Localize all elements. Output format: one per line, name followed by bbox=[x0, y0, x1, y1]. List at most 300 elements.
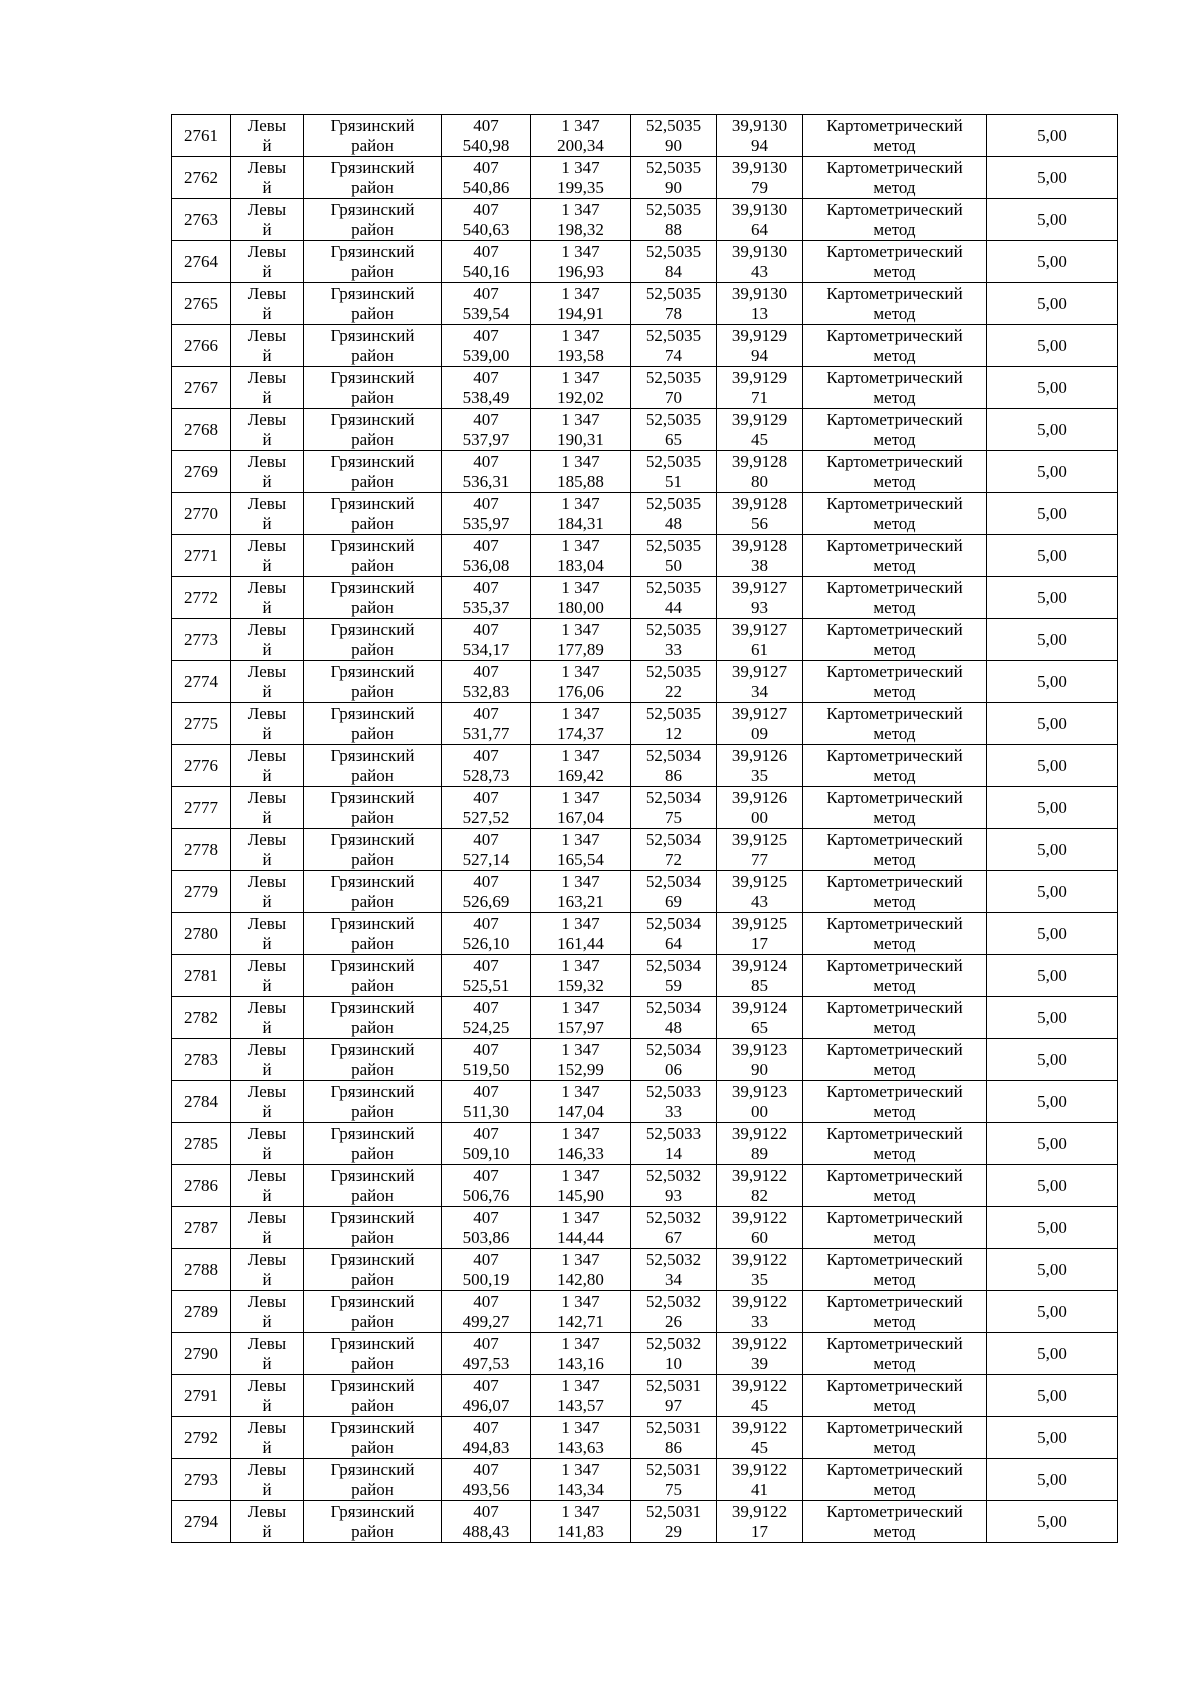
method-cell-line: метод bbox=[873, 975, 916, 995]
y-coordinate-cell bbox=[531, 493, 631, 535]
y-coordinate-cell-line: 143,34 bbox=[557, 1479, 604, 1499]
accuracy-cell: 5,00 bbox=[987, 1375, 1118, 1417]
method-cell-line: метод bbox=[873, 387, 916, 407]
longitude-cell-line: 85 bbox=[751, 975, 768, 995]
district-cell bbox=[304, 1207, 442, 1249]
method-cell-line: метод bbox=[873, 807, 916, 827]
longitude-cell-line: 00 bbox=[751, 807, 768, 827]
method-cell-line: метод bbox=[873, 471, 916, 491]
longitude-cell bbox=[717, 913, 803, 955]
bank-side-cell bbox=[231, 1333, 304, 1375]
latitude-cell-line: 72 bbox=[665, 849, 682, 869]
y-coordinate-cell-line: 1 347 bbox=[561, 703, 600, 723]
y-coordinate-cell-line: 1 347 bbox=[561, 1459, 600, 1479]
method-cell-line: Картометрический bbox=[826, 1501, 963, 1521]
district-cell-line: Грязинский bbox=[330, 409, 415, 429]
method-cell bbox=[803, 913, 987, 955]
district-cell-line: район bbox=[351, 891, 394, 911]
y-coordinate-cell bbox=[531, 535, 631, 577]
longitude-cell-line: 39,9127 bbox=[731, 661, 788, 681]
y-coordinate-cell-line: 143,63 bbox=[557, 1437, 604, 1457]
point-number-cell: 2787 bbox=[172, 1207, 231, 1249]
bank-side-cell bbox=[231, 535, 304, 577]
method-cell bbox=[803, 241, 987, 283]
coordinates-table bbox=[171, 114, 1118, 1543]
y-coordinate-cell-line: 198,32 bbox=[557, 219, 604, 239]
latitude-cell bbox=[631, 913, 717, 955]
latitude-cell-line: 52,5035 bbox=[645, 283, 702, 303]
district-cell-line: Грязинский bbox=[330, 619, 415, 639]
y-coordinate-cell-line: 1 347 bbox=[561, 1165, 600, 1185]
longitude-cell-line: 39,9130 bbox=[731, 199, 788, 219]
point-number-cell: 2767 bbox=[172, 367, 231, 409]
longitude-cell-line: 39,9130 bbox=[731, 241, 788, 261]
method-cell-line: Картометрический bbox=[826, 199, 963, 219]
latitude-cell-line: 52,5034 bbox=[645, 787, 702, 807]
accuracy-cell: 5,00 bbox=[987, 535, 1118, 577]
x-coordinate-cell bbox=[442, 535, 531, 577]
y-coordinate-cell-line: 143,16 bbox=[557, 1353, 604, 1373]
district-cell bbox=[304, 409, 442, 451]
latitude-cell-line: 52,5035 bbox=[645, 241, 702, 261]
bank-side-cell-line: Левы bbox=[247, 1333, 287, 1353]
y-coordinate-cell-line: 1 347 bbox=[561, 493, 600, 513]
method-cell bbox=[803, 661, 987, 703]
y-coordinate-cell-line: 174,37 bbox=[557, 723, 604, 743]
district-cell-line: Грязинский bbox=[330, 745, 415, 765]
method-cell-line: метод bbox=[873, 1269, 916, 1289]
bank-side-cell bbox=[231, 409, 304, 451]
x-coordinate-cell bbox=[442, 1039, 531, 1081]
method-cell-line: метод bbox=[873, 849, 916, 869]
bank-side-cell-line: Левы bbox=[247, 997, 287, 1017]
bank-side-cell bbox=[231, 955, 304, 997]
point-number-cell: 2791 bbox=[172, 1375, 231, 1417]
latitude-cell-line: 52,5035 bbox=[645, 367, 702, 387]
district-cell-line: район bbox=[351, 513, 394, 533]
district-cell-line: район bbox=[351, 1269, 394, 1289]
y-coordinate-cell-line: 169,42 bbox=[557, 765, 604, 785]
latitude-cell bbox=[631, 1501, 717, 1543]
x-coordinate-cell-line: 500,19 bbox=[462, 1269, 510, 1289]
y-coordinate-cell-line: 1 347 bbox=[561, 1417, 600, 1437]
longitude-cell-line: 39,9130 bbox=[731, 157, 788, 177]
y-coordinate-cell bbox=[531, 661, 631, 703]
y-coordinate-cell bbox=[531, 1039, 631, 1081]
bank-side-cell-line: Левы bbox=[247, 829, 287, 849]
x-coordinate-cell-line: 407 bbox=[473, 1207, 499, 1227]
longitude-cell-line: 39,9124 bbox=[731, 955, 788, 975]
latitude-cell-line: 67 bbox=[665, 1227, 682, 1247]
y-coordinate-cell-line: 185,88 bbox=[557, 471, 604, 491]
method-cell-line: Картометрический bbox=[826, 913, 963, 933]
method-cell-line: метод bbox=[873, 1101, 916, 1121]
method-cell-line: метод bbox=[873, 639, 916, 659]
method-cell-line: метод bbox=[873, 1143, 916, 1163]
longitude-cell-line: 45 bbox=[751, 1437, 768, 1457]
district-cell-line: район bbox=[351, 177, 394, 197]
method-cell-line: Картометрический bbox=[826, 871, 963, 891]
longitude-cell bbox=[717, 955, 803, 997]
x-coordinate-cell bbox=[442, 745, 531, 787]
method-cell bbox=[803, 115, 987, 157]
y-coordinate-cell-line: 1 347 bbox=[561, 787, 600, 807]
bank-side-cell-line: й bbox=[262, 1227, 272, 1247]
district-cell bbox=[304, 577, 442, 619]
point-number-cell: 2768 bbox=[172, 409, 231, 451]
latitude-cell bbox=[631, 1081, 717, 1123]
bank-side-cell-line: й bbox=[262, 639, 272, 659]
latitude-cell bbox=[631, 1249, 717, 1291]
longitude-cell-line: 35 bbox=[751, 765, 768, 785]
latitude-cell bbox=[631, 283, 717, 325]
x-coordinate-cell-line: 535,97 bbox=[462, 513, 510, 533]
latitude-cell bbox=[631, 619, 717, 661]
y-coordinate-cell bbox=[531, 1249, 631, 1291]
bank-side-cell-line: Левы bbox=[247, 1417, 287, 1437]
accuracy-cell: 5,00 bbox=[987, 157, 1118, 199]
latitude-cell bbox=[631, 1123, 717, 1165]
y-coordinate-cell bbox=[531, 409, 631, 451]
district-cell-line: район bbox=[351, 471, 394, 491]
table-row bbox=[172, 451, 1118, 493]
district-cell-line: Грязинский bbox=[330, 1375, 415, 1395]
district-cell-line: Грязинский bbox=[330, 1417, 415, 1437]
y-coordinate-cell-line: 1 347 bbox=[561, 409, 600, 429]
y-coordinate-cell bbox=[531, 787, 631, 829]
accuracy-cell: 5,00 bbox=[987, 1165, 1118, 1207]
y-coordinate-cell bbox=[531, 997, 631, 1039]
district-cell-line: район bbox=[351, 135, 394, 155]
bank-side-cell-line: й bbox=[262, 1143, 272, 1163]
x-coordinate-cell-line: 407 bbox=[473, 493, 499, 513]
bank-side-cell-line: й bbox=[262, 849, 272, 869]
longitude-cell-line: 39,9127 bbox=[731, 577, 788, 597]
x-coordinate-cell-line: 493,56 bbox=[462, 1479, 510, 1499]
bank-side-cell bbox=[231, 577, 304, 619]
method-cell-line: метод bbox=[873, 1353, 916, 1373]
point-number-cell: 2765 bbox=[172, 283, 231, 325]
method-cell bbox=[803, 1249, 987, 1291]
method-cell-line: метод bbox=[873, 681, 916, 701]
method-cell-line: метод bbox=[873, 1437, 916, 1457]
method-cell-line: Картометрический bbox=[826, 1417, 963, 1437]
method-cell bbox=[803, 1417, 987, 1459]
y-coordinate-cell-line: 142,80 bbox=[557, 1269, 604, 1289]
longitude-cell bbox=[717, 367, 803, 409]
method-cell bbox=[803, 955, 987, 997]
bank-side-cell bbox=[231, 745, 304, 787]
y-coordinate-cell-line: 146,33 bbox=[557, 1143, 604, 1163]
x-coordinate-cell bbox=[442, 283, 531, 325]
method-cell-line: Картометрический bbox=[826, 577, 963, 597]
method-cell-line: Картометрический bbox=[826, 115, 963, 135]
y-coordinate-cell bbox=[531, 1501, 631, 1543]
bank-side-cell bbox=[231, 1039, 304, 1081]
y-coordinate-cell-line: 152,99 bbox=[557, 1059, 604, 1079]
x-coordinate-cell-line: 407 bbox=[473, 1123, 499, 1143]
method-cell-line: метод bbox=[873, 1059, 916, 1079]
bank-side-cell-line: й bbox=[262, 1521, 272, 1541]
longitude-cell-line: 39,9125 bbox=[731, 829, 788, 849]
table-row bbox=[172, 367, 1118, 409]
latitude-cell bbox=[631, 451, 717, 493]
x-coordinate-cell bbox=[442, 913, 531, 955]
district-cell-line: район bbox=[351, 1479, 394, 1499]
method-cell bbox=[803, 1207, 987, 1249]
y-coordinate-cell-line: 183,04 bbox=[557, 555, 604, 575]
bank-side-cell-line: Левы bbox=[247, 451, 287, 471]
table-row bbox=[172, 745, 1118, 787]
x-coordinate-cell-line: 536,31 bbox=[462, 471, 510, 491]
longitude-cell-line: 09 bbox=[751, 723, 768, 743]
district-cell bbox=[304, 367, 442, 409]
bank-side-cell bbox=[231, 283, 304, 325]
y-coordinate-cell-line: 176,06 bbox=[557, 681, 604, 701]
table-row bbox=[172, 1207, 1118, 1249]
x-coordinate-cell-line: 407 bbox=[473, 325, 499, 345]
bank-side-cell bbox=[231, 619, 304, 661]
district-cell bbox=[304, 745, 442, 787]
y-coordinate-cell-line: 157,97 bbox=[557, 1017, 604, 1037]
x-coordinate-cell-line: 407 bbox=[473, 955, 499, 975]
point-number-cell: 2774 bbox=[172, 661, 231, 703]
y-coordinate-cell-line: 1 347 bbox=[561, 661, 600, 681]
latitude-cell-line: 48 bbox=[665, 1017, 682, 1037]
x-coordinate-cell bbox=[442, 577, 531, 619]
longitude-cell-line: 00 bbox=[751, 1101, 768, 1121]
longitude-cell-line: 35 bbox=[751, 1269, 768, 1289]
point-number-cell: 2781 bbox=[172, 955, 231, 997]
district-cell bbox=[304, 619, 442, 661]
point-number-cell: 2793 bbox=[172, 1459, 231, 1501]
longitude-cell-line: 65 bbox=[751, 1017, 768, 1037]
x-coordinate-cell-line: 534,17 bbox=[462, 639, 510, 659]
district-cell bbox=[304, 997, 442, 1039]
x-coordinate-cell bbox=[442, 1249, 531, 1291]
method-cell-line: Картометрический bbox=[826, 1249, 963, 1269]
longitude-cell-line: 94 bbox=[751, 345, 768, 365]
bank-side-cell-line: Левы bbox=[247, 1081, 287, 1101]
x-coordinate-cell-line: 407 bbox=[473, 1249, 499, 1269]
point-number-cell: 2766 bbox=[172, 325, 231, 367]
point-number-cell: 2779 bbox=[172, 871, 231, 913]
y-coordinate-cell bbox=[531, 955, 631, 997]
bank-side-cell-line: Левы bbox=[247, 787, 287, 807]
longitude-cell-line: 39,9130 bbox=[731, 283, 788, 303]
method-cell bbox=[803, 787, 987, 829]
latitude-cell-line: 52,5034 bbox=[645, 829, 702, 849]
x-coordinate-cell bbox=[442, 703, 531, 745]
y-coordinate-cell bbox=[531, 703, 631, 745]
bank-side-cell bbox=[231, 913, 304, 955]
district-cell bbox=[304, 871, 442, 913]
latitude-cell-line: 65 bbox=[665, 429, 682, 449]
latitude-cell-line: 33 bbox=[665, 639, 682, 659]
bank-side-cell-line: Левы bbox=[247, 871, 287, 891]
method-cell-line: Картометрический bbox=[826, 409, 963, 429]
district-cell-line: район bbox=[351, 933, 394, 953]
longitude-cell bbox=[717, 745, 803, 787]
method-cell bbox=[803, 997, 987, 1039]
longitude-cell-line: 39,9129 bbox=[731, 325, 788, 345]
accuracy-cell: 5,00 bbox=[987, 493, 1118, 535]
district-cell bbox=[304, 787, 442, 829]
district-cell-line: Грязинский bbox=[330, 283, 415, 303]
latitude-cell-line: 52,5032 bbox=[645, 1165, 702, 1185]
district-cell bbox=[304, 1375, 442, 1417]
x-coordinate-cell-line: 509,10 bbox=[462, 1143, 510, 1163]
method-cell bbox=[803, 283, 987, 325]
latitude-cell-line: 52,5034 bbox=[645, 745, 702, 765]
method-cell-line: Картометрический bbox=[826, 955, 963, 975]
latitude-cell-line: 52,5034 bbox=[645, 997, 702, 1017]
latitude-cell bbox=[631, 997, 717, 1039]
district-cell-line: район bbox=[351, 429, 394, 449]
x-coordinate-cell bbox=[442, 367, 531, 409]
bank-side-cell-line: й bbox=[262, 597, 272, 617]
x-coordinate-cell-line: 407 bbox=[473, 367, 499, 387]
x-coordinate-cell-line: 407 bbox=[473, 1417, 499, 1437]
y-coordinate-cell-line: 1 347 bbox=[561, 1249, 600, 1269]
latitude-cell-line: 52,5031 bbox=[645, 1501, 702, 1521]
point-number-cell: 2780 bbox=[172, 913, 231, 955]
bank-side-cell-line: й bbox=[262, 135, 272, 155]
accuracy-cell: 5,00 bbox=[987, 199, 1118, 241]
method-cell bbox=[803, 325, 987, 367]
district-cell-line: Грязинский bbox=[330, 199, 415, 219]
y-coordinate-cell-line: 1 347 bbox=[561, 871, 600, 891]
table-row bbox=[172, 1417, 1118, 1459]
point-number-cell: 2777 bbox=[172, 787, 231, 829]
method-cell-line: Картометрический bbox=[826, 1333, 963, 1353]
latitude-cell bbox=[631, 829, 717, 871]
y-coordinate-cell-line: 194,91 bbox=[557, 303, 604, 323]
method-cell bbox=[803, 1165, 987, 1207]
latitude-cell-line: 52,5035 bbox=[645, 661, 702, 681]
latitude-cell-line: 52,5033 bbox=[645, 1081, 702, 1101]
x-coordinate-cell-line: 407 bbox=[473, 1039, 499, 1059]
method-cell-line: Картометрический bbox=[826, 283, 963, 303]
latitude-cell bbox=[631, 1417, 717, 1459]
point-number-cell: 2762 bbox=[172, 157, 231, 199]
accuracy-cell: 5,00 bbox=[987, 1249, 1118, 1291]
latitude-cell-line: 06 bbox=[665, 1059, 682, 1079]
x-coordinate-cell bbox=[442, 451, 531, 493]
method-cell-line: Картометрический bbox=[826, 1165, 963, 1185]
y-coordinate-cell-line: 193,58 bbox=[557, 345, 604, 365]
method-cell bbox=[803, 577, 987, 619]
x-coordinate-cell-line: 407 bbox=[473, 1459, 499, 1479]
latitude-cell-line: 52,5034 bbox=[645, 913, 702, 933]
y-coordinate-cell bbox=[531, 1291, 631, 1333]
y-coordinate-cell-line: 1 347 bbox=[561, 157, 600, 177]
x-coordinate-cell bbox=[442, 1291, 531, 1333]
y-coordinate-cell bbox=[531, 619, 631, 661]
accuracy-cell: 5,00 bbox=[987, 1039, 1118, 1081]
latitude-cell bbox=[631, 1039, 717, 1081]
table-row bbox=[172, 1249, 1118, 1291]
y-coordinate-cell bbox=[531, 1417, 631, 1459]
bank-side-cell-line: Левы bbox=[247, 367, 287, 387]
district-cell-line: район bbox=[351, 765, 394, 785]
x-coordinate-cell-line: 407 bbox=[473, 913, 499, 933]
district-cell-line: район bbox=[351, 219, 394, 239]
district-cell bbox=[304, 955, 442, 997]
accuracy-cell: 5,00 bbox=[987, 1081, 1118, 1123]
method-cell bbox=[803, 619, 987, 661]
latitude-cell bbox=[631, 199, 717, 241]
accuracy-cell: 5,00 bbox=[987, 409, 1118, 451]
point-number-cell: 2769 bbox=[172, 451, 231, 493]
accuracy-cell: 5,00 bbox=[987, 913, 1118, 955]
x-coordinate-cell bbox=[442, 1333, 531, 1375]
longitude-cell-line: 39,9125 bbox=[731, 871, 788, 891]
method-cell-line: метод bbox=[873, 261, 916, 281]
latitude-cell bbox=[631, 1165, 717, 1207]
y-coordinate-cell bbox=[531, 829, 631, 871]
latitude-cell bbox=[631, 493, 717, 535]
method-cell-line: Картометрический bbox=[826, 703, 963, 723]
latitude-cell-line: 52,5035 bbox=[645, 703, 702, 723]
district-cell bbox=[304, 493, 442, 535]
bank-side-cell-line: Левы bbox=[247, 745, 287, 765]
table-row bbox=[172, 1081, 1118, 1123]
latitude-cell-line: 44 bbox=[665, 597, 682, 617]
longitude-cell-line: 39,9127 bbox=[731, 703, 788, 723]
district-cell-line: район bbox=[351, 261, 394, 281]
x-coordinate-cell-line: 407 bbox=[473, 1501, 499, 1521]
latitude-cell bbox=[631, 661, 717, 703]
district-cell-line: район bbox=[351, 345, 394, 365]
method-cell-line: Картометрический bbox=[826, 619, 963, 639]
longitude-cell bbox=[717, 1249, 803, 1291]
latitude-cell-line: 12 bbox=[665, 723, 682, 743]
x-coordinate-cell-line: 526,10 bbox=[462, 933, 510, 953]
district-cell-line: Грязинский bbox=[330, 787, 415, 807]
bank-side-cell-line: й bbox=[262, 807, 272, 827]
longitude-cell-line: 60 bbox=[751, 1227, 768, 1247]
bank-side-cell-line: Левы bbox=[247, 1207, 287, 1227]
bank-side-cell bbox=[231, 871, 304, 913]
bank-side-cell-line: й bbox=[262, 387, 272, 407]
x-coordinate-cell-line: 540,63 bbox=[462, 219, 510, 239]
x-coordinate-cell-line: 496,07 bbox=[462, 1395, 510, 1415]
method-cell-line: Картометрический bbox=[826, 1375, 963, 1395]
x-coordinate-cell-line: 407 bbox=[473, 451, 499, 471]
accuracy-cell: 5,00 bbox=[987, 829, 1118, 871]
accuracy-cell: 5,00 bbox=[987, 871, 1118, 913]
longitude-cell-line: 17 bbox=[751, 933, 768, 953]
district-cell bbox=[304, 1333, 442, 1375]
method-cell bbox=[803, 745, 987, 787]
y-coordinate-cell bbox=[531, 115, 631, 157]
point-number-cell: 2776 bbox=[172, 745, 231, 787]
x-coordinate-cell-line: 497,53 bbox=[462, 1353, 510, 1373]
longitude-cell-line: 39,9126 bbox=[731, 745, 788, 765]
method-cell-line: Картометрический bbox=[826, 241, 963, 261]
point-number-cell: 2772 bbox=[172, 577, 231, 619]
district-cell-line: район bbox=[351, 555, 394, 575]
bank-side-cell-line: й bbox=[262, 177, 272, 197]
y-coordinate-cell-line: 1 347 bbox=[561, 955, 600, 975]
point-number-cell: 2771 bbox=[172, 535, 231, 577]
x-coordinate-cell bbox=[442, 1123, 531, 1165]
bank-side-cell-line: й bbox=[262, 933, 272, 953]
bank-side-cell-line: Левы bbox=[247, 661, 287, 681]
latitude-cell-line: 90 bbox=[665, 177, 682, 197]
district-cell bbox=[304, 451, 442, 493]
